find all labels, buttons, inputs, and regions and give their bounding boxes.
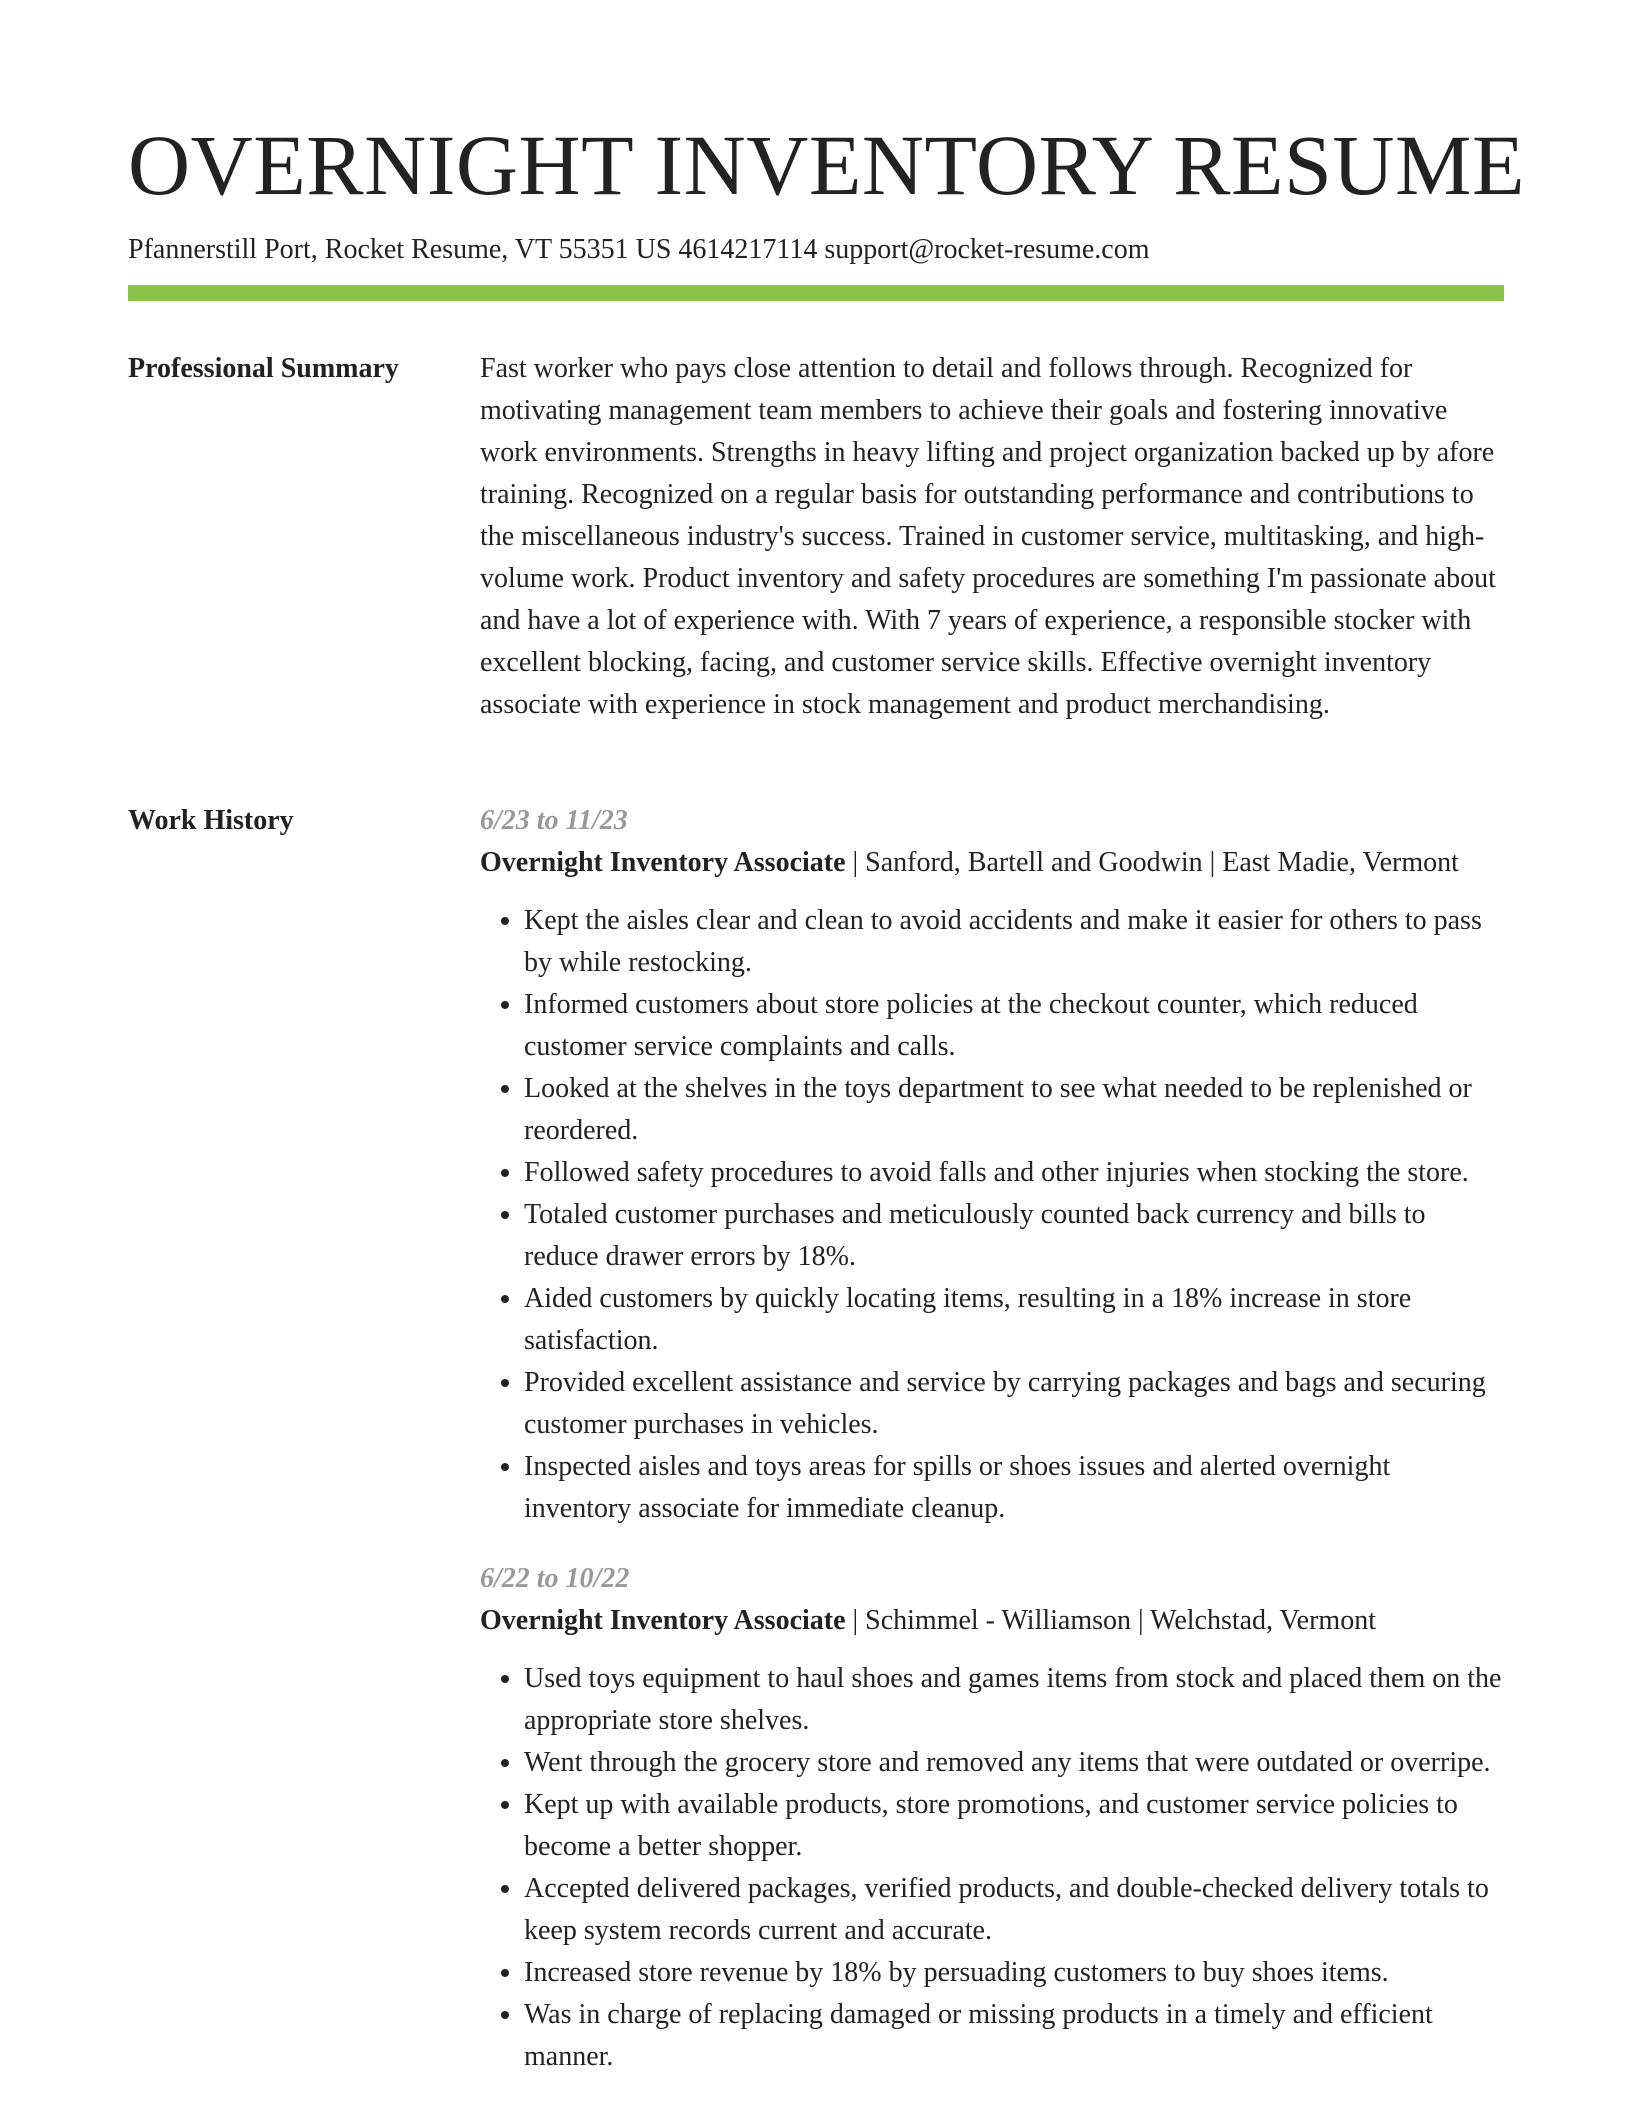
section-label: Work History <box>128 805 294 836</box>
job-heading <box>480 842 1504 884</box>
job-bullet-list <box>480 900 1504 1530</box>
job-title: Overnight Inventory Associate <box>480 1605 846 1636</box>
job-bullet: • Aided customers by quickly locating items, resulting in a 18% increase in store satisfaction. <box>524 1278 1504 1362</box>
job-bullet: • Totaled customer purchases and meticulously counted back currency and bills to reduce drawer errors by 18%. <box>524 1194 1504 1278</box>
summary-text: Fast worker who pays close attention to detail and follows through. Recognized for motivating management team members to achieve their goals and fostering innovative work environments. Strengths in heavy lifting and project organization backed up by afore training. Recognized on a regular basis for outstanding performance and contributions to the miscellaneous industry's success. Trained in customer service, multitasking, and high-volume work. Product inventory and safety procedures are something I'm passionate about and have a lot of experience with. With 7 years of experience, a responsible stocker with excellent blocking, facing, and customer service skills. Effective overnight inventory associate with experience in stock management and product merchandising. <box>480 353 1496 720</box>
job-entry <box>480 800 1504 1530</box>
job-bullet: • Followed safety procedures to avoid falls and other injuries when stocking the store. <box>524 1152 1504 1194</box>
contact-line: Pfannerstill Port, Rocket Resume, VT 55351 US 4614217114 support@rocket-resume.com <box>128 234 1150 265</box>
job-bullet: • Increased store revenue by 18% by persuading customers to buy shoes items. <box>524 1952 1504 1994</box>
job-bullet: • Provided excellent assistance and service by carrying packages and bags and securing customer purchases in vehicles. <box>524 1362 1504 1446</box>
job-bullet: • Kept the aisles clear and clean to avoid accidents and make it easier for others to pass by while restocking. <box>524 900 1504 984</box>
job-heading <box>480 1600 1504 1642</box>
job-bullet: • Looked at the shelves in the toys department to see what needed to be replenished or reordered. <box>524 1068 1504 1152</box>
job-bullet: • Inspected aisles and toys areas for spills or shoes issues and alerted overnight inventory associate for immediate cleanup. <box>524 1446 1504 1530</box>
job-dates: 6/22 to 10/22 <box>480 1563 630 1594</box>
job-bullet: • Informed customers about store policies at the checkout counter, which reduced customer service complaints and calls. <box>524 984 1504 1068</box>
job-bullet: • Accepted delivered packages, verified products, and double-checked delivery totals to keep system records current and accurate. <box>524 1868 1504 1952</box>
section-body <box>480 348 1504 726</box>
job-bullet-list <box>480 1658 1504 2078</box>
job-entry <box>480 1558 1504 2078</box>
job-title: Overnight Inventory Associate <box>480 847 846 878</box>
job-employer-location: | Schimmel - Williamson | Welchstad, Vermont <box>845 1605 1376 1636</box>
work-history-list <box>480 800 1504 2106</box>
job-bullet: • Used toys equipment to haul shoes and games items from stock and placed them on the appropriate store shelves. <box>524 1658 1504 1742</box>
job-dates: 6/23 to 11/23 <box>480 805 628 836</box>
section-label: Professional Summary <box>128 353 399 384</box>
job-bullet: • Was in charge of replacing damaged or missing products in a timely and efficient manner. <box>524 1994 1504 2078</box>
job-bullet: • Went through the grocery store and removed any items that were outdated or overripe. <box>524 1742 1504 1784</box>
resume-title: OVERNIGHT INVENTORY RESUME <box>128 117 1525 213</box>
job-bullet: • Kept up with available products, store promotions, and customer service policies to become a better shopper. <box>524 1784 1504 1868</box>
accent-divider <box>128 285 1504 301</box>
job-employer-location: | Sanford, Bartell and Goodwin | East Madie, Vermont <box>845 847 1459 878</box>
